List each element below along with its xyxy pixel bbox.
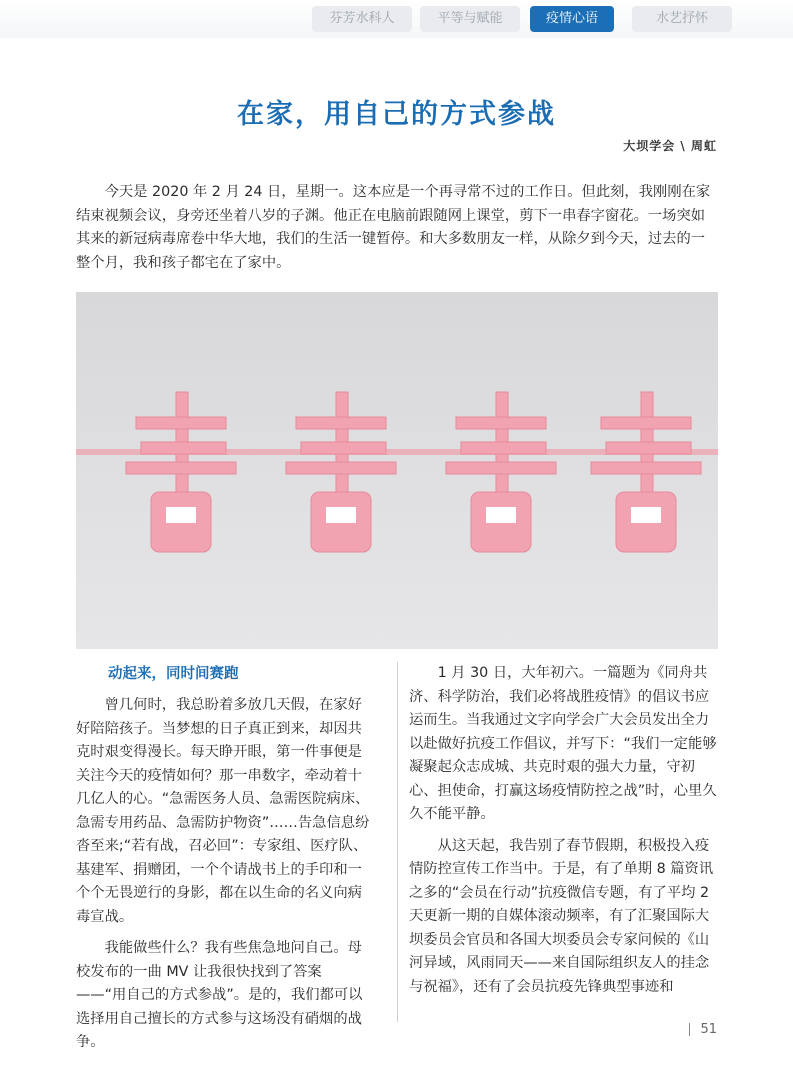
- intro-paragraph: 今天是 2020 年 2 月 24 日，星期一。这本应是一个再寻常不过的工作日。但此刻，我刚刚在家结束视频会议，身旁还坐着八岁的子渊。他正在电脑前跟随网上课堂，剪下一串春字窗花。一场突如其来的新冠病毒席卷中华大地，我们的生活一键暂停。和大多数朋友一样，从除夕到今天，过去的一整个月，我和孩子都宅在了家中。: [76, 184, 711, 271]
- page-folio: [689, 1022, 717, 1037]
- tab-shuiyi[interactable]: 水艺抒怀: [632, 6, 732, 32]
- paper-cut-image: [76, 292, 718, 649]
- article-title: 在家，用自己的方式参战: [237, 99, 556, 130]
- tab-yiqing[interactable]: 疫情心语: [530, 6, 614, 32]
- body-paragraph: 1 月 30 日，大年初六。一篇题为《同舟共济、科学防治，我们必将战胜疫情》的倡议书应运而生。当我通过文字向学会广大会员发出全力以赴做好抗疫工作倡议，并写下：“我们一定能够凝聚起众志成城、共克时艰的强大力量，守初心、担使命，打赢这场疫情防控之战”时，心里久久不能平静。: [409, 665, 717, 822]
- page-number: 51: [700, 1022, 717, 1037]
- section-tab-bar: [0, 0, 793, 38]
- body-paragraph: 从这天起，我告别了春节假期，积极投入疫情防控宣传工作当中。于是，有了单期 8 篇资讯之多的“会员在行动”抗疫微信专题，有了平均 2 天更新一期的自媒体滚动频率，有了汇聚国际大坝委员会官员和各国大坝委员会专家问候的《山河异域，风雨同天——来自国际组织友人的挂念与祝福》，还有了会员抗疫先锋典型事迹和: [409, 837, 714, 995]
- article-author: 大坝学会 \ 周虹: [623, 139, 717, 153]
- folio-divider: [689, 1023, 690, 1036]
- tab-fenfang[interactable]: 芬芳水科人: [312, 6, 412, 32]
- body-paragraph: 我能做些什么？我有些焦急地问自己。母校发布的一曲 MV 让我很快找到了答案——“用自己的方式参战”。是的，我们都可以选择用自己擅长的方式参与这场没有硝烟的战争。: [76, 940, 363, 1050]
- left-column: [76, 662, 371, 1063]
- tab-pingdeng[interactable]: 平等与赋能: [420, 6, 520, 32]
- section-subheading: 动起来，同时间赛跑: [108, 666, 239, 682]
- paper-cut-photo: [76, 292, 718, 649]
- column-divider: [397, 662, 398, 1022]
- right-column: [409, 662, 717, 1007]
- body-paragraph: 曾几何时，我总盼着多放几天假，在家好好陪陪孩子。当梦想的日子真正到来，却因共克时艰变得漫长。每天睁开眼，第一件事便是关注今天的疫情如何？那一串数字，牵动着十几亿人的心。“急需医务人员、急需医院病床、急需专用药品、急需防护物资”……告急信息纷沓至来;“若有战，召必回”：专家组、医疗队、基建军、捐赠团，一个个请战书上的手印和一个个无畏逆行的身影，都在以生命的名义向病毒宣战。: [76, 697, 370, 925]
